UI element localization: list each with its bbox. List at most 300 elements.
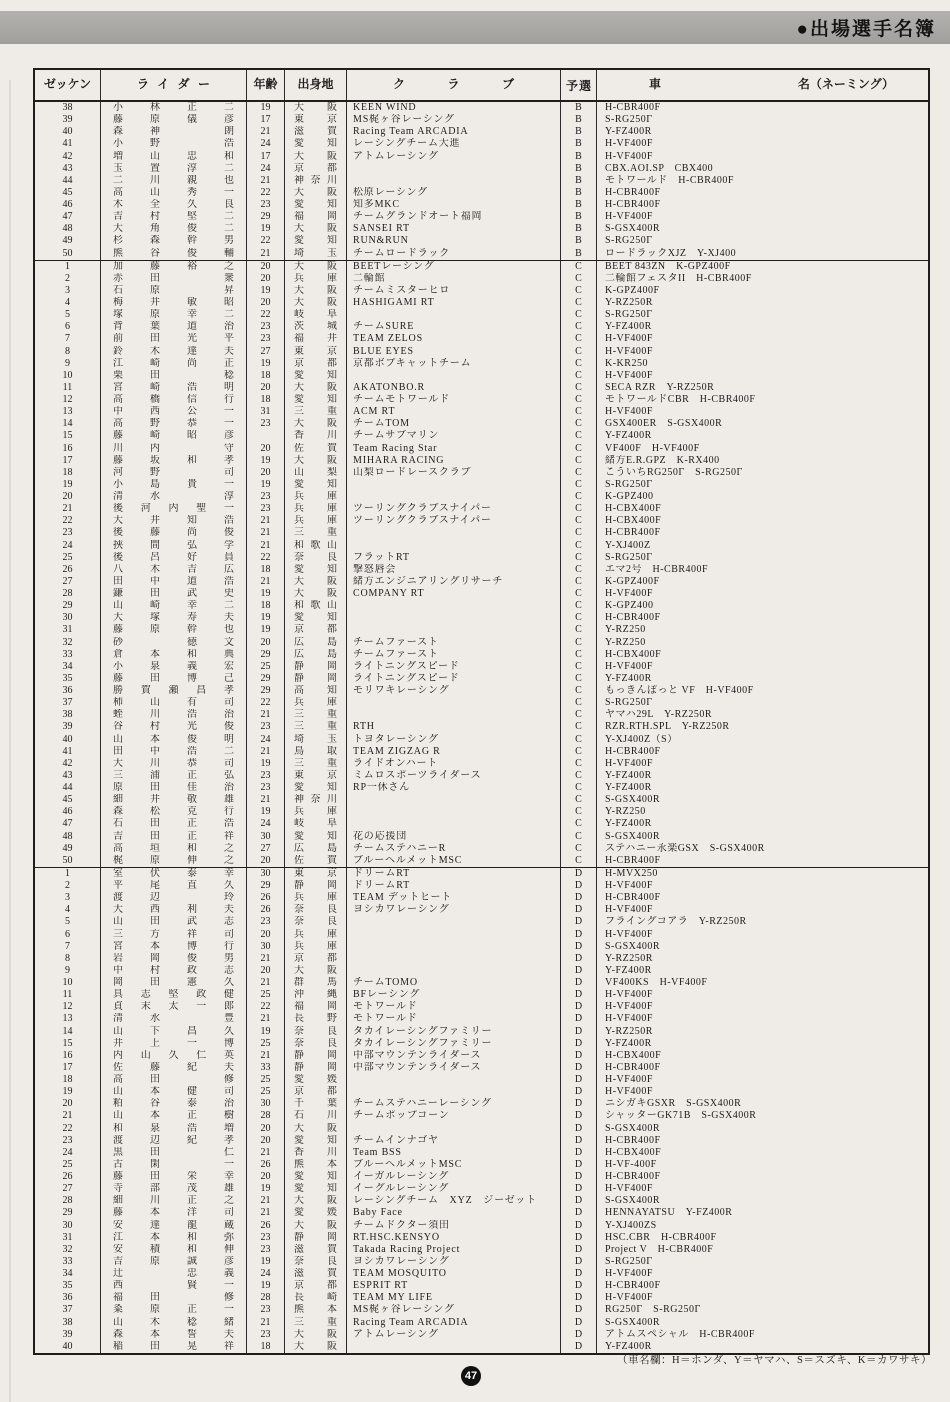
qual-class-cell: D xyxy=(561,1038,597,1050)
bib-number-cell: 23 xyxy=(35,527,101,539)
bib-number-cell: 3 xyxy=(35,285,101,297)
age-cell: 23 xyxy=(247,503,285,515)
rider-name-cell: 平尾直久 xyxy=(101,880,247,892)
club-cell: チームモトワールド xyxy=(347,394,561,406)
birthplace-cell: 滋賀 xyxy=(285,1268,347,1280)
bib-number-cell: 11 xyxy=(35,382,101,394)
age-cell: 23 xyxy=(247,916,285,928)
rider-row xyxy=(35,346,928,358)
rider-name-cell: 具志堅政健 xyxy=(101,989,247,1001)
qual-class-cell: C xyxy=(561,637,597,649)
bib-number-cell: 46 xyxy=(35,806,101,818)
car-name-cell: SECA RZR Y-RZ250R xyxy=(605,381,715,393)
qual-class-cell: C xyxy=(561,333,597,345)
qual-class-cell: C xyxy=(561,273,597,285)
age-cell: 21 xyxy=(247,1207,285,1219)
qual-class-cell: C xyxy=(561,370,597,382)
rider-name-cell: 大西利夫 xyxy=(101,904,247,916)
rider-row xyxy=(35,746,928,758)
car-name-cell: S-GSX400R xyxy=(605,794,661,806)
rider-name-cell: 安積和伸 xyxy=(101,1244,247,1256)
bib-number-cell: 40 xyxy=(35,1341,101,1353)
age-cell: 20 xyxy=(247,1123,285,1135)
qual-class-cell: C xyxy=(561,697,597,709)
birthplace-cell: 埼玉 xyxy=(285,734,347,746)
bib-number-cell: 19 xyxy=(35,479,101,491)
club-cell: チームステハニーレーシング xyxy=(347,1098,561,1110)
club-cell: ミムロスポーツライダース xyxy=(347,770,561,782)
birthplace-cell: 大阪 xyxy=(285,576,347,588)
club-cell: タカイレーシングファミリー xyxy=(347,1038,561,1050)
car-name-cell: H-CBR400F xyxy=(605,1061,661,1073)
club-cell: Baby Face xyxy=(347,1207,561,1219)
age-cell: 25 xyxy=(247,1038,285,1050)
club-cell xyxy=(347,175,561,187)
rider-name-cell: 藤本洋司 xyxy=(101,1207,247,1219)
age-cell: 19 xyxy=(247,612,285,624)
car-name-cell: S-RG250Γ xyxy=(605,309,653,321)
qual-class-cell: D xyxy=(561,1110,597,1122)
car-header-left: 車 xyxy=(649,77,662,91)
qual-class-cell: D xyxy=(561,1147,597,1159)
column-header-rider: ライダー xyxy=(101,70,247,100)
age-cell: 18 xyxy=(247,600,285,612)
rider-row xyxy=(35,358,928,370)
rider-row xyxy=(35,443,928,455)
birthplace-cell: 兵庫 xyxy=(285,941,347,953)
qual-class-cell: C xyxy=(561,467,597,479)
age-cell: 19 xyxy=(247,1256,285,1268)
rider-name-cell: 鈴木達夫 xyxy=(101,346,247,358)
rider-row xyxy=(35,235,928,247)
birthplace-cell: 兵庫 xyxy=(285,491,347,503)
qual-class-cell: D xyxy=(561,1207,597,1219)
rider-name-cell: 藤田栄幸 xyxy=(101,1171,247,1183)
age-cell: 18 xyxy=(247,1341,285,1353)
qual-class-cell: C xyxy=(561,734,597,746)
car-name-cell: H-VF400F xyxy=(605,150,653,162)
car-column-legend: （車名欄：H＝ホンダ、Y＝ヤマハ、S＝スズキ、K＝カワサキ） xyxy=(616,1355,932,1366)
rider-name-cell: 渡辺紀孝 xyxy=(101,1135,247,1147)
age-cell: 24 xyxy=(247,734,285,746)
club-cell: SANSEI RT xyxy=(347,223,561,235)
scan-page-edge xyxy=(9,80,11,1402)
age-cell: 23 xyxy=(247,333,285,345)
bib-number-cell: 1 xyxy=(35,868,101,880)
club-cell: RT.HSC.KENSYŌ xyxy=(347,1232,561,1244)
rider-name-cell: 河野 司 xyxy=(101,467,247,479)
rider-name-cell: 細井敬雄 xyxy=(101,794,247,806)
rider-row xyxy=(35,333,928,345)
club-cell: Team BSS xyxy=(347,1147,561,1159)
qual-class-cell: C xyxy=(561,346,597,358)
qual-class-cell: B xyxy=(561,211,597,223)
club-cell: HASHIGAMI RT xyxy=(347,297,561,309)
rider-row xyxy=(35,1244,928,1256)
rider-name-cell: 蛭川浩治 xyxy=(101,709,247,721)
qual-class-cell: D xyxy=(561,1086,597,1098)
birthplace-cell: 香川 xyxy=(285,1147,347,1159)
club-cell: Racing Team ARCADIA xyxy=(347,126,561,138)
club-cell: TEAM デットヒート xyxy=(347,892,561,904)
club-cell: チームファースト xyxy=(347,637,561,649)
car-name-cell: H-CBR400F xyxy=(605,854,661,866)
club-cell: イーグルレーシング xyxy=(347,1183,561,1195)
club-cell xyxy=(347,163,561,175)
bib-number-cell: 2 xyxy=(35,273,101,285)
rider-name-cell: 増山忠和 xyxy=(101,151,247,163)
rider-row xyxy=(35,1123,928,1135)
bib-number-cell: 16 xyxy=(35,443,101,455)
car-name-cell: Y-XJ400ZS xyxy=(605,1219,657,1231)
birthplace-cell: 愛知 xyxy=(285,1183,347,1195)
birthplace-cell: 京都 xyxy=(285,953,347,965)
birthplace-cell: 山梨 xyxy=(285,467,347,479)
club-cell: Takada Racing Project xyxy=(347,1244,561,1256)
rider-row xyxy=(35,649,928,661)
qual-class-cell: B xyxy=(561,175,597,187)
rider-name-cell: 内山久仁英 xyxy=(101,1050,247,1062)
car-name-cell: Y-FZ400R xyxy=(605,430,652,442)
car-name-cell: S-GSX400R xyxy=(605,940,661,952)
table-header-row xyxy=(35,70,928,102)
bib-number-cell: 8 xyxy=(35,346,101,358)
qual-class-cell: C xyxy=(561,443,597,455)
birthplace-cell: 三重 xyxy=(285,709,347,721)
birthplace-cell: 愛知 xyxy=(285,612,347,624)
birthplace-cell: 静岡 xyxy=(285,1062,347,1074)
rider-row xyxy=(35,1232,928,1244)
age-cell: 21 xyxy=(247,953,285,965)
bib-number-cell: 34 xyxy=(35,1268,101,1280)
rider-row xyxy=(35,941,928,953)
age-cell: 19 xyxy=(247,588,285,600)
bib-number-cell: 3 xyxy=(35,892,101,904)
rider-row xyxy=(35,540,928,552)
car-name-cell: Y-RZ250R xyxy=(605,297,653,308)
qual-class-cell: D xyxy=(561,868,597,880)
bib-number-cell: 29 xyxy=(35,600,101,612)
age-cell: 17 xyxy=(247,114,285,126)
birthplace-cell: 和歌山 xyxy=(285,600,347,612)
birthplace-cell: 愛知 xyxy=(285,370,347,382)
car-name-cell: Y-RZ250 xyxy=(605,636,646,648)
age-cell: 21 xyxy=(247,709,285,721)
club-cell: BEETレーシング xyxy=(347,261,561,273)
car-name-cell: Y-FZ400R xyxy=(605,321,652,333)
rider-name-cell: 高橋信行 xyxy=(101,394,247,406)
rider-row xyxy=(35,394,928,406)
bib-number-cell: 49 xyxy=(35,843,101,855)
age-cell: 20 xyxy=(247,637,285,649)
club-cell xyxy=(347,953,561,965)
qual-class-cell: C xyxy=(561,503,597,515)
qual-class-cell: B xyxy=(561,114,597,126)
rider-row xyxy=(35,892,928,904)
car-name-cell: H-VF400F xyxy=(605,928,653,940)
rider-name-cell: 宮崎浩明 xyxy=(101,382,247,394)
age-cell: 21 xyxy=(247,126,285,138)
rider-row xyxy=(35,151,928,163)
bib-number-cell: 7 xyxy=(35,333,101,345)
rider-row xyxy=(35,321,928,333)
qual-class-cell: C xyxy=(561,818,597,830)
club-cell: レーシングチーム XYZ ジーゼット xyxy=(347,1195,561,1207)
rider-name-cell: 高野恭一 xyxy=(101,418,247,430)
age-cell: 27 xyxy=(247,843,285,855)
age-cell: 19 xyxy=(247,479,285,491)
birthplace-cell: 長崎 xyxy=(285,1292,347,1304)
birthplace-cell: 大阪 xyxy=(285,1341,347,1353)
age-cell: 23 xyxy=(247,770,285,782)
qual-class-cell: D xyxy=(561,1013,597,1025)
birthplace-cell: 愛知 xyxy=(285,235,347,247)
qual-class-cell: C xyxy=(561,709,597,721)
column-header-bib: ゼッケン xyxy=(35,70,101,100)
rider-row xyxy=(35,1135,928,1147)
birthplace-cell: 東京 xyxy=(285,346,347,358)
bib-number-cell: 14 xyxy=(35,1026,101,1038)
bib-number-cell: 37 xyxy=(35,1304,101,1316)
bib-number-cell: 20 xyxy=(35,1098,101,1110)
car-name-cell: ニシガキGSXR S-GSX400R xyxy=(605,1098,742,1110)
club-cell: ライトニングスピード xyxy=(347,673,561,685)
car-name-cell: S-RG250Γ xyxy=(605,697,653,709)
rider-row xyxy=(35,1110,928,1122)
rider-name-cell: 大川恭司 xyxy=(101,758,247,770)
qual-class-cell: B xyxy=(561,199,597,211)
rider-row xyxy=(35,102,928,114)
club-cell: 山梨ロードレースクラブ xyxy=(347,467,561,479)
club-cell: Racing Team ARCADIA xyxy=(347,1317,561,1329)
birthplace-cell: 大阪 xyxy=(285,1195,347,1207)
rider-row xyxy=(35,552,928,564)
rider-row xyxy=(35,467,928,479)
birthplace-cell: 愛媛 xyxy=(285,1074,347,1086)
qual-class-cell: D xyxy=(561,1159,597,1171)
car-name-cell: シャッターGK71B S-GSX400R xyxy=(605,1110,757,1122)
age-cell: 26 xyxy=(247,892,285,904)
car-name-cell: VF400F H-VF400F xyxy=(605,442,700,454)
age-cell: 23 xyxy=(247,491,285,503)
club-cell: AKATONBO.R xyxy=(347,382,561,394)
column-header-birthplace: 出身地 xyxy=(285,70,347,100)
qual-class-cell: B xyxy=(561,187,597,199)
bib-number-cell: 21 xyxy=(35,503,101,515)
rider-name-cell: 室伏泰幸 xyxy=(101,868,247,880)
age-cell: 22 xyxy=(247,552,285,564)
club-cell: ライトニングスピード xyxy=(347,661,561,673)
age-cell: 23 xyxy=(247,1244,285,1256)
club-cell xyxy=(347,1341,561,1353)
birthplace-cell: 大阪 xyxy=(285,285,347,297)
car-name-cell: Y-XJ400Z xyxy=(605,539,651,551)
club-cell: チームミスターヒロ xyxy=(347,285,561,297)
rider-row xyxy=(35,855,928,867)
car-name-cell: H-VF400F xyxy=(605,880,653,891)
rider-name-cell: 玉置淳二 xyxy=(101,163,247,175)
birthplace-cell: 岐阜 xyxy=(285,309,347,321)
birthplace-cell: 熊本 xyxy=(285,1304,347,1316)
bib-number-cell: 11 xyxy=(35,989,101,1001)
rider-name-cell: 石原 昇 xyxy=(101,285,247,297)
age-cell: 21 xyxy=(247,746,285,758)
birthplace-cell: 兵庫 xyxy=(285,515,347,527)
age-cell: 26 xyxy=(247,904,285,916)
rider-row xyxy=(35,1268,928,1280)
bib-number-cell: 5 xyxy=(35,916,101,928)
bib-number-cell: 13 xyxy=(35,406,101,418)
birthplace-cell: 愛知 xyxy=(285,479,347,491)
rider-name-cell: 山本正樹 xyxy=(101,1110,247,1122)
qual-class-cell: D xyxy=(561,880,597,892)
birthplace-cell: 大阪 xyxy=(285,151,347,163)
bib-number-cell: 4 xyxy=(35,297,101,309)
birthplace-cell: 兵庫 xyxy=(285,503,347,515)
car-name-cell: Y-RZ250 xyxy=(605,624,646,636)
column-header-car-name xyxy=(597,70,928,100)
qual-class-cell: C xyxy=(561,721,597,733)
birthplace-cell: 大阪 xyxy=(285,455,347,467)
bib-number-cell: 24 xyxy=(35,540,101,552)
birthplace-cell: 大阪 xyxy=(285,261,347,273)
age-cell: 21 xyxy=(247,248,285,260)
birthplace-cell: 東京 xyxy=(285,770,347,782)
rider-row xyxy=(35,260,928,273)
club-cell: COMPANY RT xyxy=(347,588,561,600)
qual-class-cell: C xyxy=(561,285,597,297)
rider-name-cell: 二川親也 xyxy=(101,175,247,187)
age-cell: 24 xyxy=(247,138,285,150)
rider-row xyxy=(35,285,928,297)
birthplace-cell: 京都 xyxy=(285,1280,347,1292)
rider-row xyxy=(35,734,928,746)
qual-class-cell: D xyxy=(561,1026,597,1038)
birthplace-cell: 兵庫 xyxy=(285,806,347,818)
qual-class-cell: C xyxy=(561,794,597,806)
rider-name-cell: 寺部茂雄 xyxy=(101,1183,247,1195)
qual-class-cell: D xyxy=(561,977,597,989)
club-cell: タカイレーシングファミリー xyxy=(347,1026,561,1038)
bib-number-cell: 38 xyxy=(35,709,101,721)
rider-row xyxy=(35,1280,928,1292)
rider-row xyxy=(35,637,928,649)
age-cell: 20 xyxy=(247,855,285,867)
rider-name-cell: 粕谷泰治 xyxy=(101,1098,247,1110)
bib-number-cell: 27 xyxy=(35,1183,101,1195)
age-cell: 26 xyxy=(247,1159,285,1171)
rider-row xyxy=(35,965,928,977)
rider-row xyxy=(35,527,928,539)
bib-number-cell: 29 xyxy=(35,1207,101,1219)
bib-number-cell: 36 xyxy=(35,1292,101,1304)
bib-number-cell: 41 xyxy=(35,746,101,758)
rider-row xyxy=(35,904,928,916)
birthplace-cell: 佐賀 xyxy=(285,443,347,455)
car-name-cell: H-CBR400F xyxy=(605,199,661,210)
club-cell: チームTOMO xyxy=(347,977,561,989)
bib-number-cell: 35 xyxy=(35,1280,101,1292)
rider-name-cell: 高田 修 xyxy=(101,1074,247,1086)
car-name-cell: S-GSX400R xyxy=(605,1316,661,1328)
age-cell: 19 xyxy=(247,358,285,370)
rider-row xyxy=(35,758,928,770)
car-name-cell: H-VF400F xyxy=(605,1074,653,1085)
rider-row xyxy=(35,831,928,843)
age-cell xyxy=(247,430,285,442)
club-cell: チームステハニーR xyxy=(347,843,561,855)
rider-name-cell: 高山秀一 xyxy=(101,187,247,199)
qual-class-cell: C xyxy=(561,358,597,370)
rider-row xyxy=(35,211,928,223)
bib-number-cell: 9 xyxy=(35,965,101,977)
age-cell: 29 xyxy=(247,880,285,892)
qual-class-cell: C xyxy=(561,685,597,697)
rider-row xyxy=(35,503,928,515)
car-name-cell: ステハニー永楽GSX S-GSX400R xyxy=(605,842,765,854)
rider-row xyxy=(35,673,928,685)
rider-row xyxy=(35,515,928,527)
qual-class-cell: D xyxy=(561,1341,597,1353)
qual-class-cell: D xyxy=(561,1256,597,1268)
birthplace-cell: 京都 xyxy=(285,163,347,175)
car-name-cell: H-VF400F xyxy=(605,904,653,916)
qual-class-cell: C xyxy=(561,588,597,600)
rider-row xyxy=(35,1013,928,1025)
car-name-cell: S-GSX400R xyxy=(605,1195,661,1207)
bib-number-cell: 39 xyxy=(35,114,101,126)
age-cell: 21 xyxy=(247,1317,285,1329)
car-header-right: 名（ネーミング） xyxy=(797,77,894,91)
rider-row xyxy=(35,624,928,636)
bib-number-cell: 40 xyxy=(35,126,101,138)
rider-name-cell: 鎌田武史 xyxy=(101,588,247,600)
age-cell: 21 xyxy=(247,1013,285,1025)
bib-number-cell: 17 xyxy=(35,1062,101,1074)
qual-class-cell: D xyxy=(561,1183,597,1195)
rider-name-cell: 勝賀瀬昌孝 xyxy=(101,685,247,697)
rider-name-cell: 三方祥司 xyxy=(101,929,247,941)
car-name-cell: Y-RZ250R xyxy=(605,1025,653,1037)
car-name-cell: Y-FZ400R xyxy=(605,126,652,138)
rider-row xyxy=(35,199,928,211)
birthplace-cell: 静岡 xyxy=(285,673,347,685)
car-name-cell: S-GSX400R xyxy=(605,830,661,842)
rider-name-cell: 西 賢一 xyxy=(101,1280,247,1292)
qual-class-cell: D xyxy=(561,1062,597,1074)
age-cell: 25 xyxy=(247,1074,285,1086)
birthplace-cell: 静岡 xyxy=(285,661,347,673)
age-cell: 26 xyxy=(247,1220,285,1232)
rider-row xyxy=(35,175,928,187)
qual-class-cell: B xyxy=(561,163,597,175)
age-cell: 30 xyxy=(247,941,285,953)
rider-row xyxy=(35,430,928,442)
rider-row xyxy=(35,1074,928,1086)
car-name-cell: H-CBX400F xyxy=(605,1049,662,1061)
car-name-cell: H-VF400F xyxy=(605,211,653,223)
bib-number-cell: 30 xyxy=(35,1220,101,1232)
bib-number-cell: 20 xyxy=(35,491,101,503)
car-name-cell: Y-RZ250 xyxy=(605,806,646,818)
age-cell: 22 xyxy=(247,309,285,321)
club-cell: 緒方エンジニアリングリサーチ xyxy=(347,576,561,588)
car-name-cell: 緒方E.R.GPZ K-RX400 xyxy=(605,454,720,466)
club-cell: トヨタレーシング xyxy=(347,734,561,746)
rider-name-cell: 岡田憲久 xyxy=(101,977,247,989)
qual-class-header-line1: 予選 xyxy=(566,79,591,93)
rider-row xyxy=(35,843,928,855)
